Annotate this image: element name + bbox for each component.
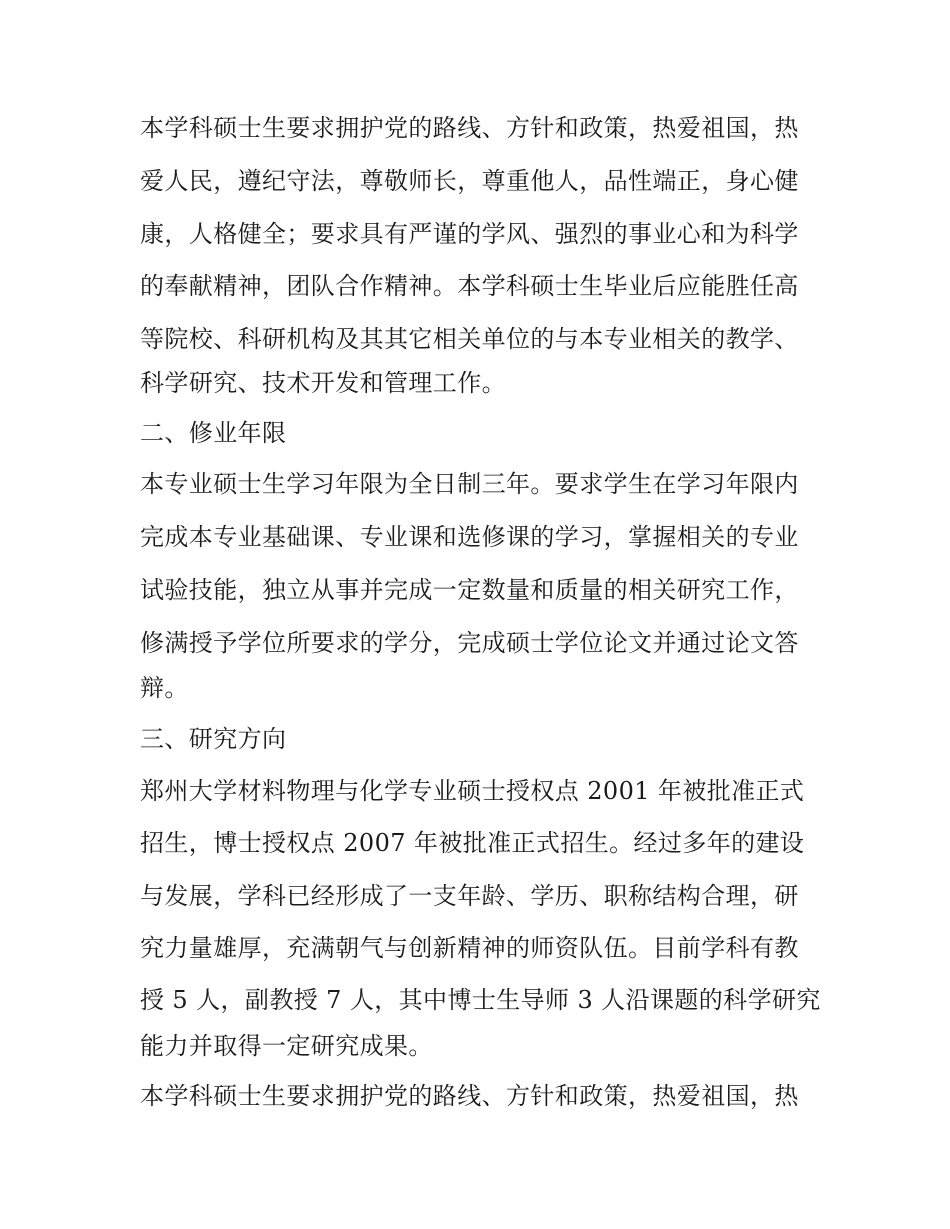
text-line: 试验技能，独立从事并完成一定数量和质量的相关研究工作，: [140, 576, 799, 604]
text-line: 本学科硕士生要求拥护党的路线、方针和政策，热爱祖国，热: [140, 1082, 799, 1110]
text-line: 科学研究、技术开发和管理工作。: [140, 369, 506, 397]
text-line: 康，人格健全；要求具有严谨的学风、强烈的事业心和为科学: [140, 220, 799, 248]
text-line: 究力量雄厚，充满朝气与创新精神的师资队伍。目前学科有教: [140, 934, 799, 962]
section-heading: 二、修业年限: [140, 419, 287, 447]
section-heading: 三、研究方向: [140, 725, 287, 753]
text-line: 本学科硕士生要求拥护党的路线、方针和政策，热爱祖国，热: [140, 114, 799, 142]
text-line: 的奉献精神，团队合作精神。本学科硕士生毕业后应能胜任高: [140, 272, 799, 300]
text-line: 等院校、科研机构及其其它相关单位的与本专业相关的教学、: [140, 325, 799, 353]
text-line: 完成本专业基础课、专业课和选修课的学习，掌握相关的专业: [140, 523, 799, 551]
text-line: 与发展，学科已经形成了一支年龄、学历、职称结构合理，研: [140, 882, 799, 910]
text-line: 招生，博士授权点 2007 年被批准正式招生。经过多年的建设: [140, 829, 805, 857]
text-line: 本专业硕士生学习年限为全日制三年。要求学生在学习年限内: [140, 470, 799, 498]
text-line: 修满授予学位所要求的学分，完成硕士学位论文并通过论文答: [140, 629, 799, 657]
text-line: 辩。: [140, 674, 189, 702]
text-line: 能力并取得一定研究成果。: [140, 1032, 433, 1060]
text-line: 爱人民，遵纪守法，尊敬师长，尊重他人，品性端正，身心健: [140, 167, 799, 195]
text-line: 授 5 人，副教授 7 人，其中博士生导师 3 人沿课题的科学研究: [140, 986, 821, 1014]
text-line: 郑州大学材料物理与化学专业硕士授权点 2001 年被批准正式: [140, 777, 805, 805]
